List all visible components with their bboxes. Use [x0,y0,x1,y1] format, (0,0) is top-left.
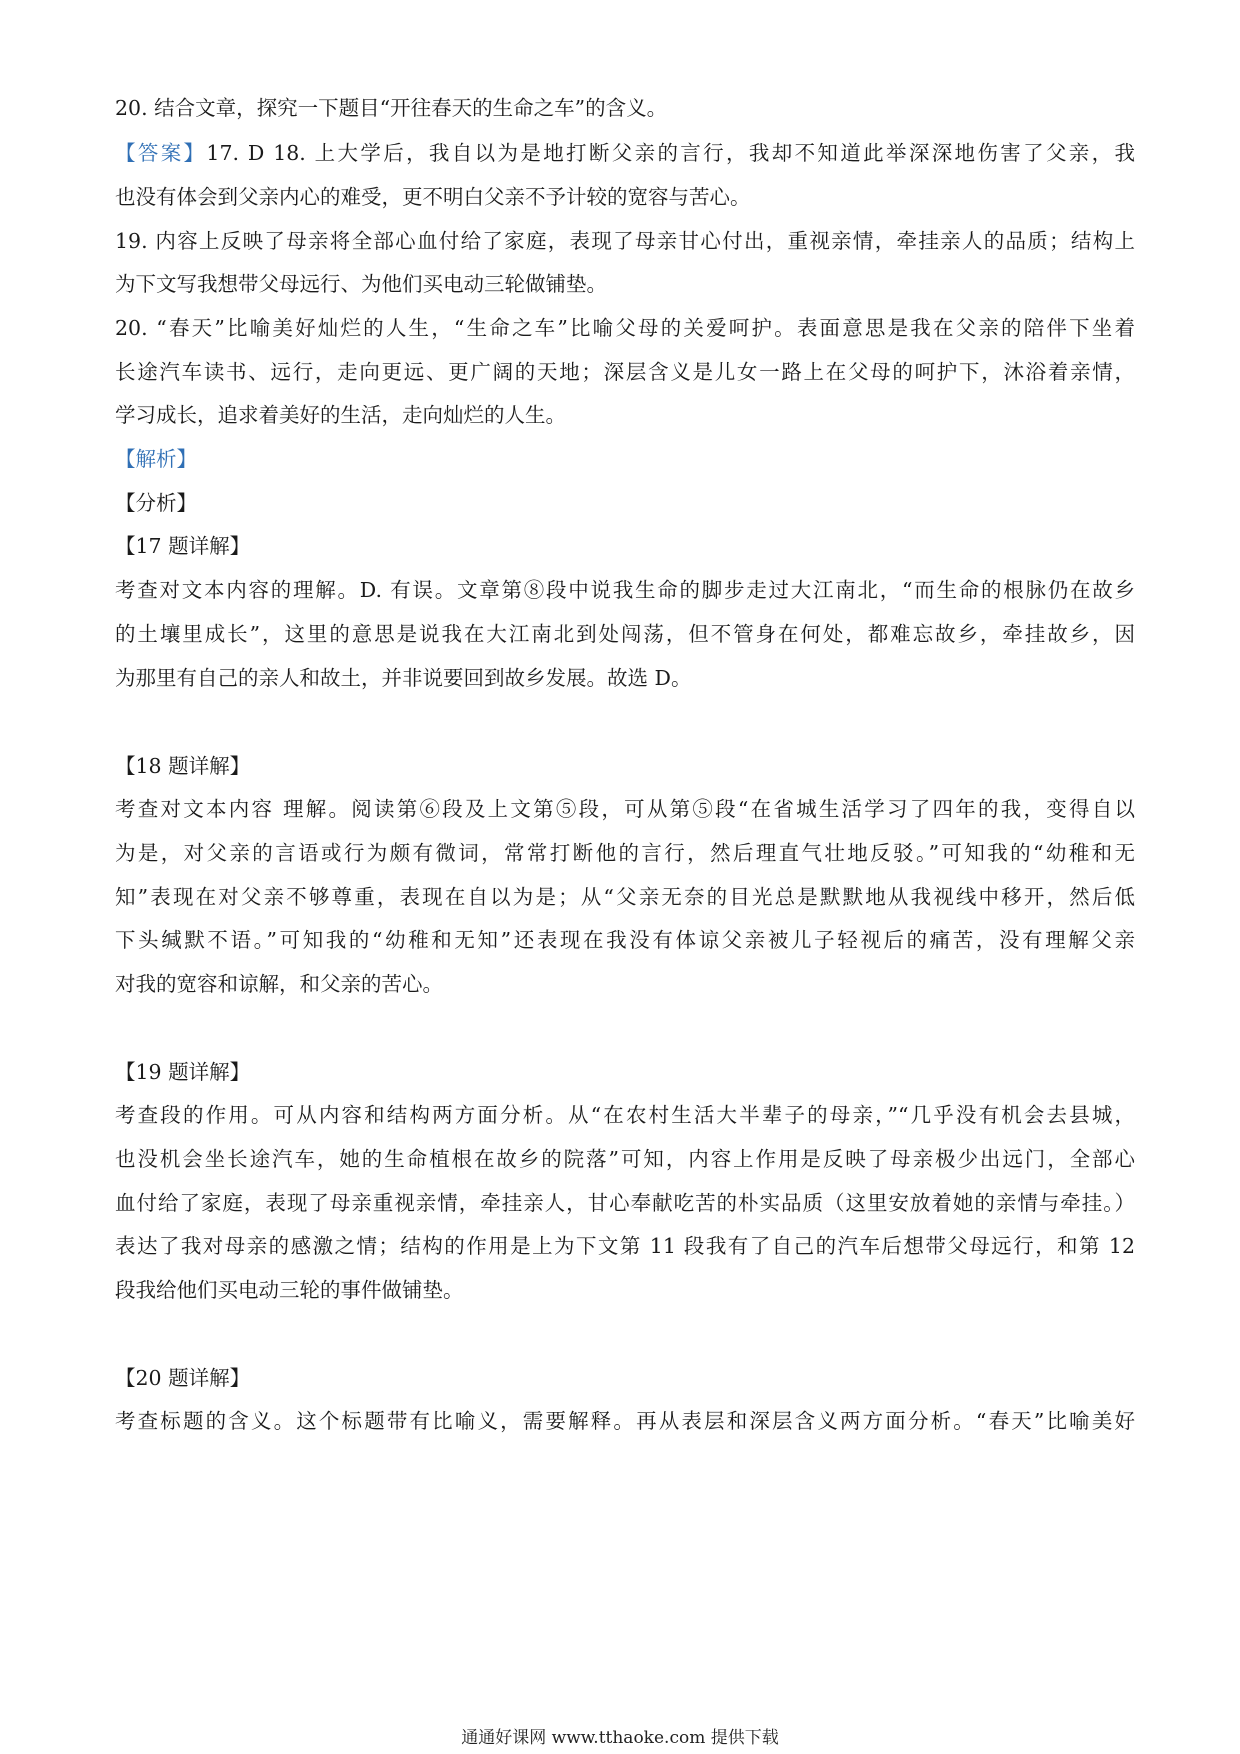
question-20: 20. 结合文章，探究一下题目“开往春天的生命之车”的含义。 [115,96,668,120]
explanation-line: 下头缄默不语。”可知我的“幼稚和无知”还表现在我没有体谅父亲被儿子轻视后的痛苦，没有理解父亲 [115,928,1135,952]
answer-line: 为下文写我想带父母远行、为他们买电动三轮做铺垫。 [115,272,607,296]
answer-line: 20. “春天”比喻美好灿烂的人生，“生命之车”比喻父母的关爱呵护。表面意思是我在父亲的陪伴下坐着 [115,316,1135,340]
section-heading: 【分析】 [115,491,197,515]
answer-line: 19. 内容上反映了母亲将全部心血付给了家庭，表现了母亲甘心付出，重视亲情，牵挂亲人的品质；结构上 [115,229,1135,253]
section-heading: 【20 题详解】 [115,1366,251,1390]
section-heading: 【17 题详解】 [115,534,251,558]
page-footer: 通通好课网 www.tthaoke.com 提供下载 [461,1728,779,1748]
section-heading: 【18 题详解】 [115,754,251,778]
explanation-line: 考查段的作用。可从内容和结构两方面分析。从“在农村生活大半辈子的母亲，”“几乎没有机会去县城， [115,1103,1135,1127]
explanation-line: 表达了我对母亲的感激之情；结构的作用是上为下文第 11 段我有了自己的汽车后想带父母远行，和第 12 [115,1234,1135,1258]
explanation-line: 为是，对父亲的言语或行为颇有微词，常常打断他的言行，然后理直气壮地反驳。”可知我的“幼稚和无 [115,841,1135,865]
answer-line: 学习成长，追求着美好的生活，走向灿烂的人生。 [115,403,566,427]
section-heading: 【19 题详解】 [115,1060,251,1084]
answer-line: 也没有体会到父亲内心的难受，更不明白父亲不予计较的宽容与苦心。 [115,185,751,209]
explanation-line: 血付给了家庭，表现了母亲重视亲情，牵挂亲人，甘心奉献吃苦的朴实品质（这里安放着她的亲情与牵挂。） [115,1191,1135,1215]
answer-line: 【答案】17. D 18. 上大学后，我自以为是地打断父亲的言行，我却不知道此举深深地伤害了父亲，我 [115,141,1136,165]
explanation-line: 为那里有自己的亲人和故土，并非说要回到故乡发展。故选 D。 [115,666,692,690]
explanation-line: 的土壤里成长”，这里的意思是说我在大江南北到处闯荡，但不管身在何处，都难忘故乡，牵挂故乡，因 [115,622,1135,646]
explanation-line: 知”表现在对父亲不够尊重，表现在自以为是；从“父亲无奈的目光总是默默地从我视线中移开，然后低 [115,885,1135,909]
explanation-line: 考查标题的含义。这个标题带有比喻义，需要解释。再从表层和深层含义两方面分析。“春天”比喻美好 [115,1409,1135,1433]
explanation-line: 段我给他们买电动三轮的事件做铺垫。 [115,1278,464,1302]
explanation-line: 考查对文本内容 理解。阅读第⑥段及上文第⑤段，可从第⑤段“在省城生活学习了四年的我，变得自以 [115,797,1135,821]
explanation-line: 对我的宽容和谅解，和父亲的苦心。 [115,972,443,996]
answer-label: 【答案】 [115,141,207,165]
explanation-line: 考查对文本内容的理解。D. 有误。文章第⑧段中说我生命的脚步走过大江南北，“而生命的根脉仍在故乡 [115,578,1135,602]
answer-line: 长途汽车读书、远行，走向更远、更广阔的天地；深层含义是儿女一路上在父母的呵护下，沐浴着亲情， [115,360,1135,384]
analysis-label: 【解析】 [115,447,197,471]
explanation-line: 也没机会坐长途汽车，她的生命植根在故乡的院落”可知，内容上作用是反映了母亲极少出远门，全部心 [115,1147,1135,1171]
